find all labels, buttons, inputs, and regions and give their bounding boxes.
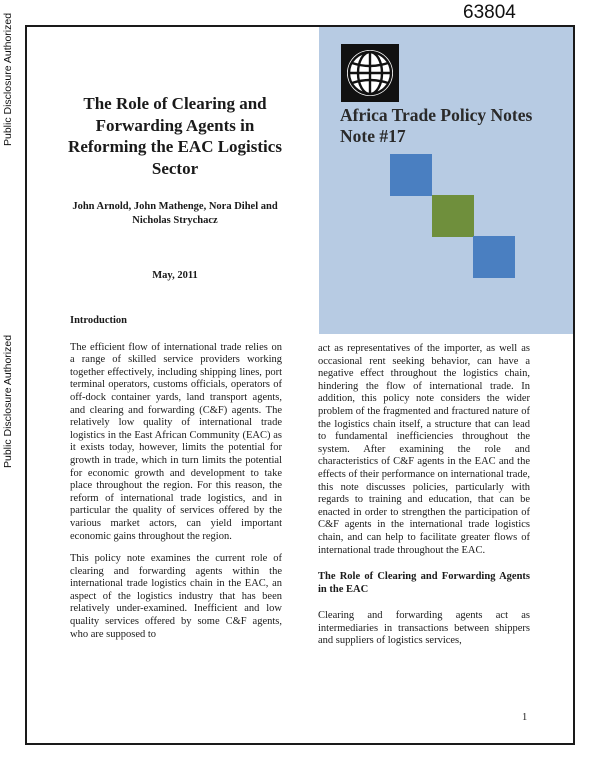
page-number: 1 <box>522 712 528 723</box>
authors: John Arnold, John Mathenge, Nora Dihel and Nicholas Strychacz <box>72 201 278 226</box>
right-column <box>318 343 530 658</box>
series-note-number: Note #17 <box>340 126 406 146</box>
world-bank-globe-icon <box>341 44 399 102</box>
publication-date: May, 2011 <box>152 270 198 281</box>
section-heading-introduction: Introduction <box>70 315 127 326</box>
section-heading-role: The Role of Clearing and Forwarding Agents in the EAC <box>318 571 530 595</box>
decor-square-blue-1 <box>390 154 432 196</box>
disclosure-label-top: Public Disclosure Authorized <box>2 12 14 146</box>
paper-title: The Role of Clearing and Forwarding Agents in Reforming the EAC Logistics Sector <box>68 94 282 178</box>
series-name: Africa Trade Policy Notes <box>340 105 533 125</box>
decor-square-green <box>432 195 474 237</box>
document-id: 63804 <box>463 2 516 23</box>
intro-paragraph-1: The efficient flow of international trade relies on a range of skilled service providers working together effectively, including shipping lines, port terminal operators, customs officials, operators of off-dock container yards, land transport agents, and clearing and forwarding (C&F) agents. The relatively low quality of international trade logistics in the East African Community (EAC) as it exists today, however, limits the potential for growth in trade, which in turn limits the potential for economic growth and development to take place throughout the region. For this reason, the reform of international trade logistics, and in particular the quality of services offered by the various market actors, can yield important economic gains throughout the region. <box>70 341 282 542</box>
decor-square-blue-2 <box>473 236 515 278</box>
series-title <box>340 105 532 147</box>
intro-paragraph-2: This policy note examines the current role of clearing and forwarding agents within the international trade logistics chain in the EAC, an aspect of the logistics industry that has been relatively under-examined. Inefficient and low quality services offered by some C&F agents, who are supposed to <box>70 553 282 640</box>
right-paragraph-1: act as representatives of the importer, as well as occasional rent seeking behavior, can have a negative effect throughout the logistics chain, hindering the flow of international trade. In addition, this policy note considers the wider problem of the fragmented and fractured nature of the logistics chain itself, a structure that can lead to fundamental inefficiencies throughout the system. After examining the role and characteristics of C&F agents in the EAC and the effects of their performance on international trade, this note discusses policies, particularly with regards to training and education, that can be enacted in order to strengthen the participation of C&F agents in the international trade logistics chain, and can help to facilitate greater flows of international trade throughout the EAC. <box>318 343 530 556</box>
disclosure-label-bottom: Public Disclosure Authorized <box>2 334 14 468</box>
left-column <box>70 315 282 651</box>
role-paragraph-1: Clearing and forwarding agents act as intermediaries in transactions between shippers and suppliers of logistics services, <box>318 610 530 647</box>
